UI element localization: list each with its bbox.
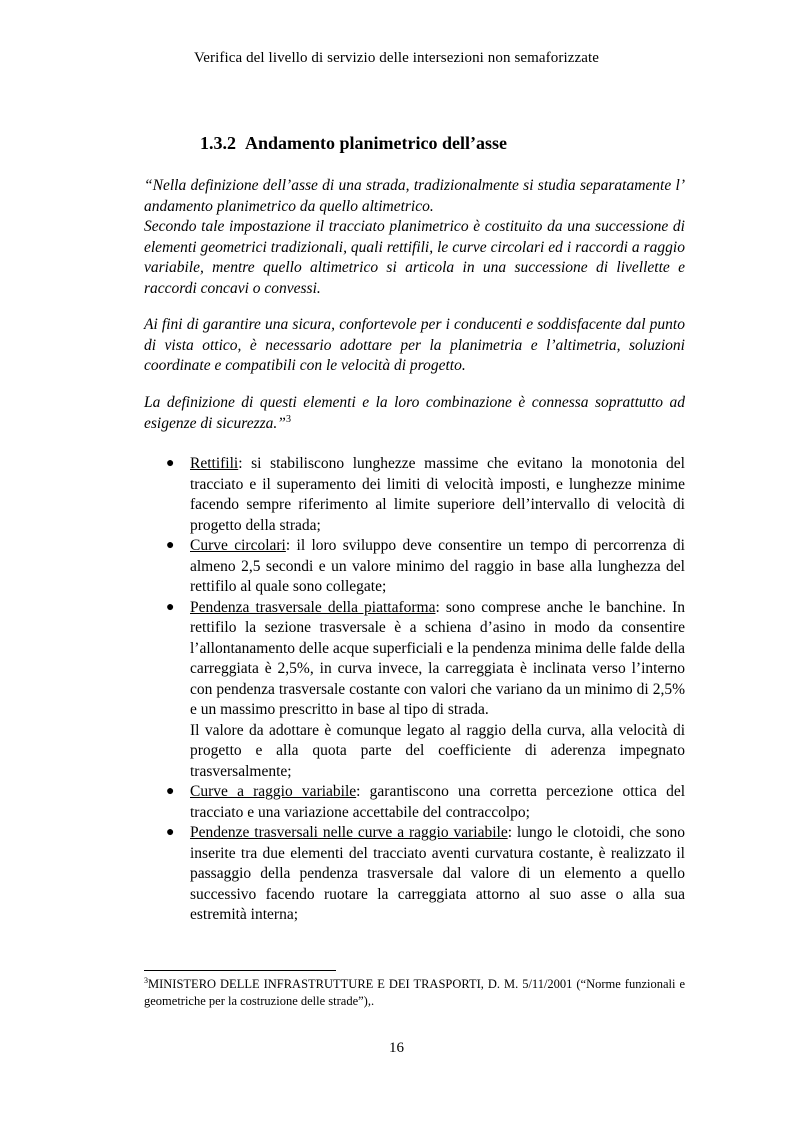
list-item-text: : sono comprese anche le banchine. In rettifilo la sezione trasversale è a schiena d’asino in modo da consentire l’allontanamento delle acque superficiali e la pendenza minima delle falde della carreggiata è 2,5%, in curva invece, la carreggiata è inclinata verso l’interno con pendenza trasversale costante con valori che variano da un minimo di 2,5% e un massimo prescritto in base al tipo di strada. xyxy=(190,598,685,718)
footnote-number: 3 xyxy=(144,975,148,985)
quote-sentence-1: “Nella definizione dell’asse di una strada, tradizionalmente si studia separatamente l’ andamento planimetrico da quello altimetrico. xyxy=(144,177,685,215)
list-item-text: : garantiscono una corretta percezione ottica del tracciato e una variazione accettabile del contraccolpo; xyxy=(190,783,685,821)
list-item-text: : si stabiliscono lunghezze massime che evitano la monotonia del tracciato e il superamento dei limiti di velocità imposti, e lunghezze minime facendo sempre riferimento al limite superiore dell’intervallo di velocità di progetto della strada; xyxy=(190,455,685,534)
quote-closing-text: La definizione di questi elementi e la loro combinazione è connessa soprattutto ad esigenze di sicurezza.” xyxy=(144,394,685,432)
section-heading xyxy=(200,133,507,154)
quote-paragraph-3 xyxy=(144,393,685,434)
list-item-text: : lungo le clotoidi, che sono inserite tra due elementi del tracciato aventi curvatura costante, è realizzato il passaggio della pendenza trasversale dal valore di un elemento a quello successivo facendo ruotare la carreggiata attorno al suo asse o alla sua estremità interna; xyxy=(190,824,685,923)
list-item xyxy=(144,782,685,823)
bullet-icon: ● xyxy=(166,456,175,471)
list-item-term: Pendenze trasversali nelle curve a raggio variabile xyxy=(190,824,508,841)
bullet-icon: ● xyxy=(166,538,175,553)
bullet-icon: ● xyxy=(166,784,175,799)
bullet-list xyxy=(144,454,685,926)
bullet-icon: ● xyxy=(166,599,175,615)
list-item xyxy=(144,536,685,598)
footnote-divider xyxy=(144,970,336,971)
quote-sentence-2: Secondo tale impostazione il tracciato planimetrico è costituito da una successione di elementi geometrici tradizionali, quali rettifili, le curve circolari ed i raccordi a raggio variabile, mentre quello altimetrico si articola in una successione di livellette e raccordi concavi o convessi. xyxy=(144,218,685,297)
list-item xyxy=(144,823,685,926)
list-item-text: : il loro sviluppo deve consentire un tempo di percorrenza di almeno 2,5 secondi e un valore minimo del raggio in base alla lunghezza del rettifilo al quale sono collegate; xyxy=(190,537,685,595)
footnote xyxy=(144,976,685,1010)
list-item-term: Curve circolari xyxy=(190,537,286,554)
list-item xyxy=(144,454,685,536)
list-item-term: Curve a raggio variabile xyxy=(190,783,357,800)
list-item-text-continued: Il valore da adottare è comunque legato al raggio della curva, alla velocità di progetto e alla quota parte del coefficiente di aderenza impegnato trasversalmente; xyxy=(190,721,685,780)
footnote-reference[interactable]: 3 xyxy=(285,413,291,425)
running-header: Verifica del livello di servizio delle intersezioni non semaforizzate xyxy=(193,50,600,66)
quote-paragraph-1 xyxy=(144,176,685,299)
page-number: 16 xyxy=(389,1040,404,1056)
section-title: Andamento planimetrico dell’asse xyxy=(245,133,507,153)
bullet-icon: ● xyxy=(166,825,175,840)
list-item-term: Rettifili xyxy=(190,455,239,472)
list-item xyxy=(144,598,685,783)
quote-paragraph-2: Ai fini di garantire una sicura, confortevole per i conducenti e soddisfacente dal punto di vista ottico, è necessario adottare per la planimetria e l’altimetria, soluzioni coordinate e compatibili con le velocità di progetto. xyxy=(144,316,685,374)
section-number: 1.3.2 xyxy=(200,133,236,153)
list-item-term: Pendenza trasversale della piattaforma xyxy=(190,598,436,616)
footnote-text: MINISTERO DELLE INFRASTRUTTURE E DEI TRASPORTI, D. M. 5/11/2001 (“Norme funzionali e geometriche per la costruzione delle strade”),. xyxy=(144,977,685,1008)
